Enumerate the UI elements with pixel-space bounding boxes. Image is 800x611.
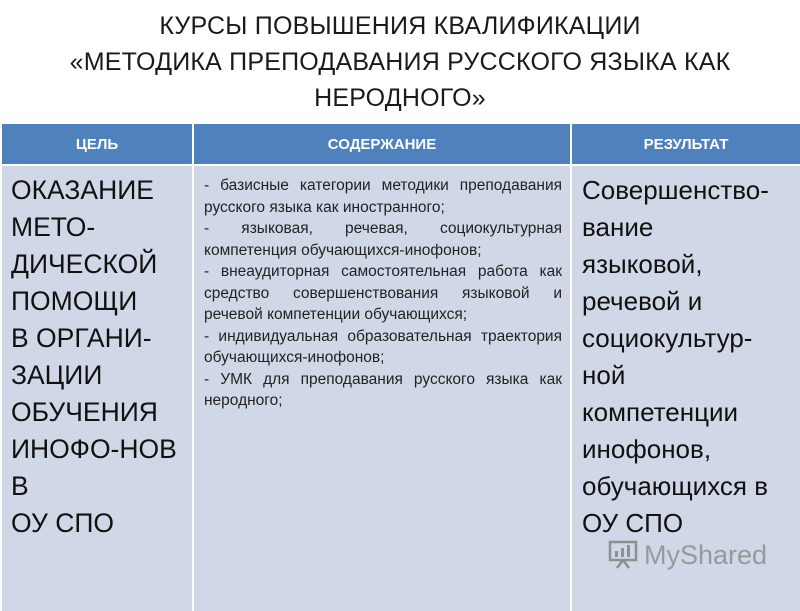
goal-line: ИНОФО-НОВ: [11, 434, 177, 464]
result-line: ОУ СПО: [582, 508, 684, 538]
result-line: вание: [582, 212, 654, 242]
goal-cell: [1, 165, 193, 611]
result-line: ной: [582, 360, 626, 390]
goal-line: ДИЧЕСКОЙ: [11, 249, 158, 279]
content-item: - внеаудиторная самостоятельная работа как средство совершенствования языковой и речевой компетенции обучающихся;: [204, 263, 562, 323]
content-item: - базисные категории методики преподавания русского языка как иностранного;: [204, 177, 562, 216]
title-line-3: НЕРОДНОГО»: [314, 84, 486, 112]
result-line: обучающихся в: [582, 471, 769, 501]
content-item: - языковая, речевая, социокультурная компетенция обучающихся-инофонов;: [204, 220, 562, 259]
content-cell: [193, 165, 571, 611]
table-header-row: [1, 124, 800, 165]
goal-line: ЗАЦИИ: [11, 360, 103, 390]
result-line: инофонов,: [582, 434, 712, 464]
title-line-1: КУРСЫ ПОВЫШЕНИЯ КВАЛИФИКАЦИИ: [159, 12, 641, 40]
result-line: Совершенство-: [582, 175, 769, 205]
goal-line: ОУ СПО: [11, 508, 115, 538]
presentation-chart-icon: [608, 539, 638, 569]
watermark: [608, 537, 788, 573]
goal-line: ПОМОЩИ: [11, 286, 138, 316]
header-goal: ЦЕЛЬ: [1, 124, 193, 165]
title-line-2: «МЕТОДИКА ПРЕПОДАВАНИЯ РУССКОГО ЯЗЫКА КАК: [69, 48, 731, 76]
content-item: - УМК для преподавания русского языка как неродного;: [204, 370, 562, 409]
header-content: СОДЕРЖАНИЕ: [193, 124, 571, 165]
page-title: [0, 8, 800, 116]
goal-line: ОКАЗАНИЕ: [11, 175, 154, 205]
result-line: речевой и: [582, 286, 703, 316]
goal-line: В ОРГАНИ-: [11, 323, 152, 353]
content-item: - индивидуальная образовательная траектория обучающихся-инофонов;: [204, 327, 562, 366]
result-line: языковой,: [582, 249, 703, 279]
result-line: компетенции: [582, 397, 739, 427]
goal-line: В: [11, 471, 29, 501]
watermark-text: MyShared: [644, 540, 768, 570]
header-result: РЕЗУЛЬТАТ: [571, 124, 800, 165]
goal-line: ОБУЧЕНИЯ: [11, 397, 158, 427]
result-line: социокультур-: [582, 323, 753, 353]
goal-line: МЕТО-: [11, 212, 96, 242]
